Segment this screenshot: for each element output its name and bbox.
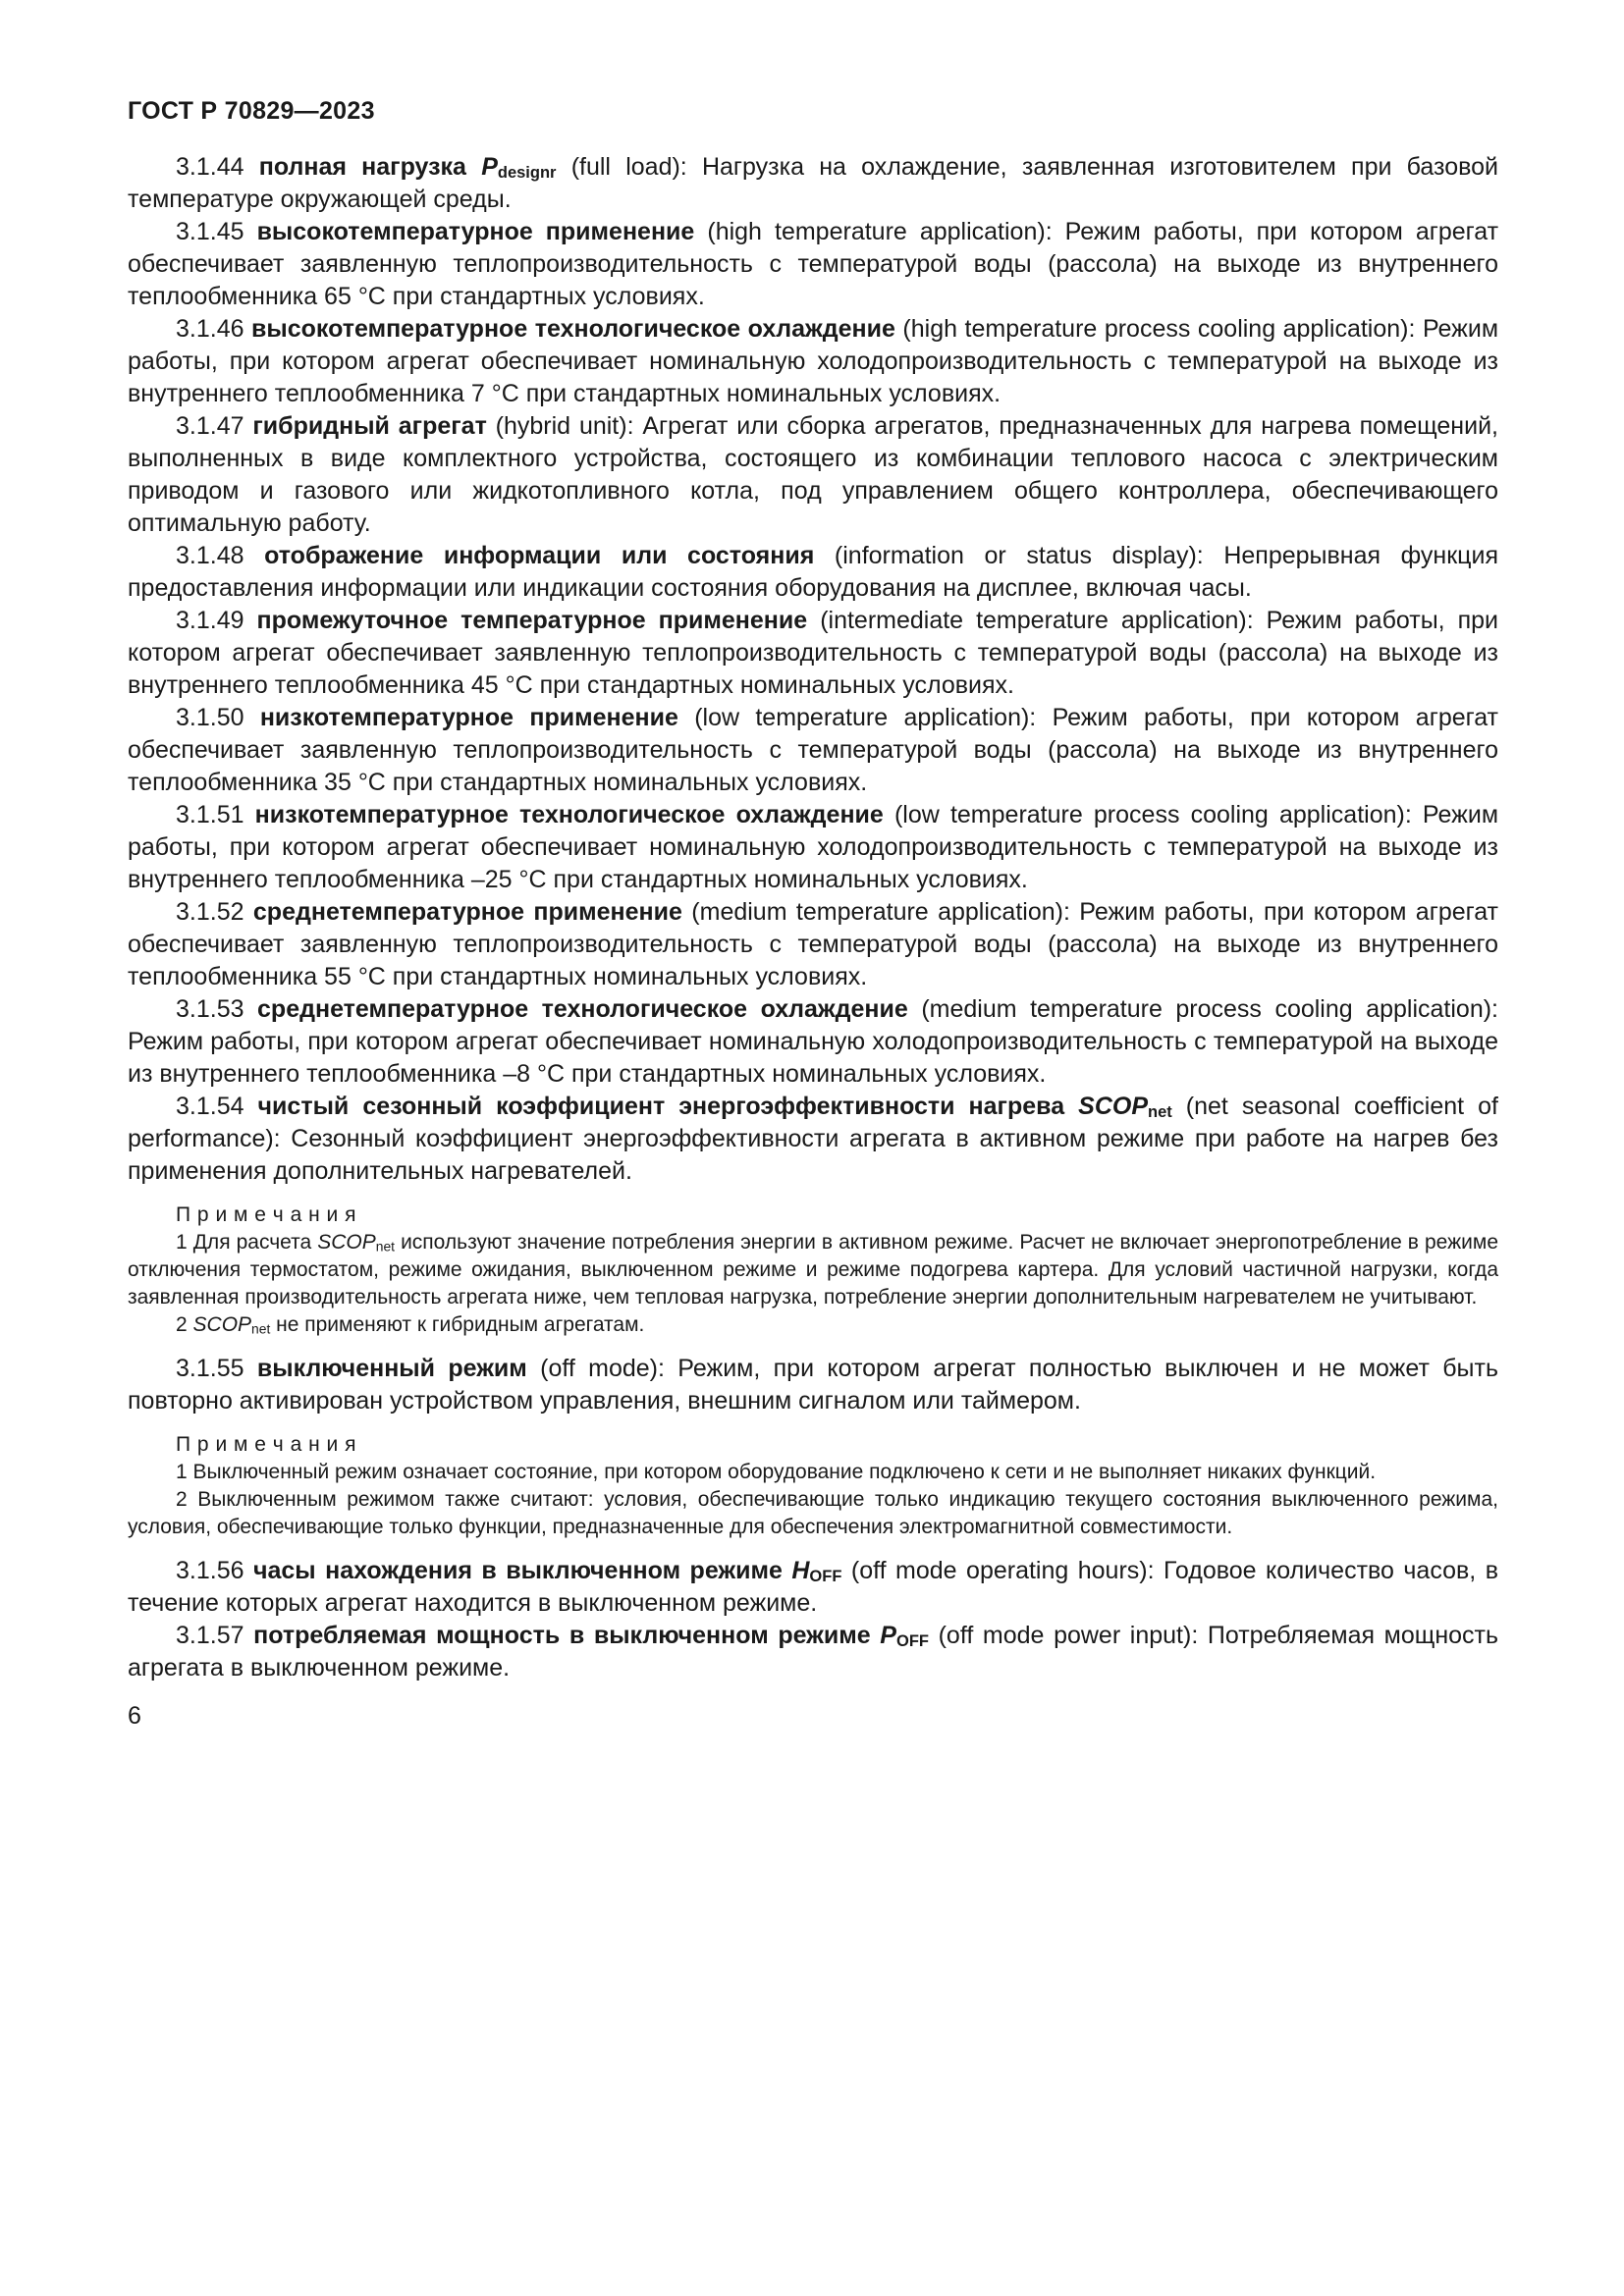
definition-paragraph: 3.1.44 полная нагрузка $P_{designr}$ (full load): Нагрузка на охлаждение, заявленная изготовителем при базовой температуре окружающей среды. [128,153,1499,213]
definition-paragraph: 3.1.45 высокотемпературное применение (high temperature application): Режим работы, при котором агрегат обеспечивает заявленную теплопроизводительность с температурой воды (рассола) на выходе из внутреннего теплообменника 65 °С при стандартных условиях. [128,218,1499,310]
definition-paragraph: 3.1.53 среднетемпературное технологическое охлаждение (medium temperature process cooling application): Режим работы, при котором агрегат обеспечивает номинальную холодопроизводительность с температурой на выходе из внутреннего теплообменника –8 °С при стандартных номинальных условиях. [128,995,1498,1088]
note-paragraph: 1 Для расчета $SCOP_{net}$ используют значение потребления энергии в активном режиме. Расчет не включает энергопотребление в режиме отключения термостатом, режиме ожидания, выключенном режиме и режиме подогрева картера. Для условий частичной нагрузки, когда заявленная производительность агрегата ниже, чем тепловая нагрузка, потребление энергии дополнительным нагревателем не учитывают. [128,1231,1498,1308]
page-number: 6 [128,1702,141,1730]
definition-paragraph: 3.1.56 часы нахождения в выключенном режиме $H_{OFF}$ (off mode operating hours): Годовое количество часов, в течение которых агрегат находится в выключенном режиме. [128,1557,1498,1617]
document-standard-code: ГОСТ Р 70829—2023 [128,97,375,125]
definition-paragraph: 3.1.52 среднетемпературное применение (medium temperature application): Режим работы, при котором агрегат обеспечивает заявленную теплопроизводительность с температурой воды (рассола) на выходе из внутреннего теплообменника 55 °С при стандартных номинальных условиях. [128,898,1498,990]
notes-heading: П р и м е ч а н и я [176,1433,356,1456]
definition-paragraph: 3.1.54 чистый сезонный коэффициент энергоэффективности нагрева $SCOP_{net}$ (net seasonal coefficient of performance): Сезонный коэффициент энергоэффективности агрегата в активном режиме при работе на нагрев без применения дополнительных нагревателей. [128,1093,1499,1185]
definition-paragraph: 3.1.47 гибридный агрегат (hybrid unit): Агрегат или сборка агрегатов, предназначенных для нагрева помещений, выполненных в виде комплектного устройства, состоящего из комбинации теплового насоса с электрическим приводом и газового или жидкотопливного котла, под управлением общего контроллера, обеспечивающего оптимальную работу. [128,412,1498,537]
definition-paragraph: 3.1.55 выключенный режим (off mode): Режим, при котором агрегат полностью выключен и не может быть повторно активирован устройством управления, внешним сигналом или таймером. [128,1355,1499,1415]
definition-paragraph: 3.1.57 потребляемая мощность в выключенном режиме $P_{OFF}$ (off mode power input): Потребляемая мощность агрегата в выключенном режиме. [128,1622,1499,1682]
definition-paragraph: 3.1.50 низкотемпературное применение (low temperature application): Режим работы, при котором агрегат обеспечивает заявленную теплопроизводительность с температурой воды (рассола) на выходе из внутреннего теплообменника 35 °С при стандартных номинальных условиях. [128,704,1499,796]
note-paragraph: 2 Выключенным режимом также считают: условия, обеспечивающие только индикацию текущего состояния выключенного режима, условия, обеспечивающие только функции, предназначенные для обеспечения электромагнитной совместимости. [128,1488,1498,1538]
note-paragraph: 2 $SCOP_{net}$ не применяют к гибридным агрегатам. [176,1313,645,1337]
notes-heading: П р и м е ч а н и я [176,1203,356,1226]
note-paragraph: 1 Выключенный режим означает состояние, при котором оборудование подключено к сети и не выполняет никаких функций. [176,1461,1377,1483]
definition-paragraph: 3.1.51 низкотемпературное технологическое охлаждение (low temperature process cooling application): Режим работы, при котором агрегат обеспечивает номинальную холодопроизводительность с температурой на выходе из внутреннего теплообменника –25 °С при стандартных номинальных условиях. [128,801,1499,893]
definition-paragraph: 3.1.46 высокотемпературное технологическое охлаждение (high temperature process cooling application): Режим работы, при котором агрегат обеспечивает номинальную холодопроизводительность с температурой на выходе из внутреннего теплообменника 7 °С при стандартных номинальных условиях. [128,315,1499,407]
document-body [128,151,1498,1684]
definition-paragraph: 3.1.49 промежуточное температурное применение (intermediate temperature application): Режим работы, при котором агрегат обеспечивает заявленную теплопроизводительность с температурой воды (рассола) на выходе из внутреннего теплообменника 45 °С при стандартных номинальных условиях. [128,607,1499,699]
definition-paragraph: 3.1.48 отображение информации или состояния (information or status display): Непрерывная функция предоставления информации или индикации состояния оборудования на дисплее, включая часы. [128,542,1498,602]
